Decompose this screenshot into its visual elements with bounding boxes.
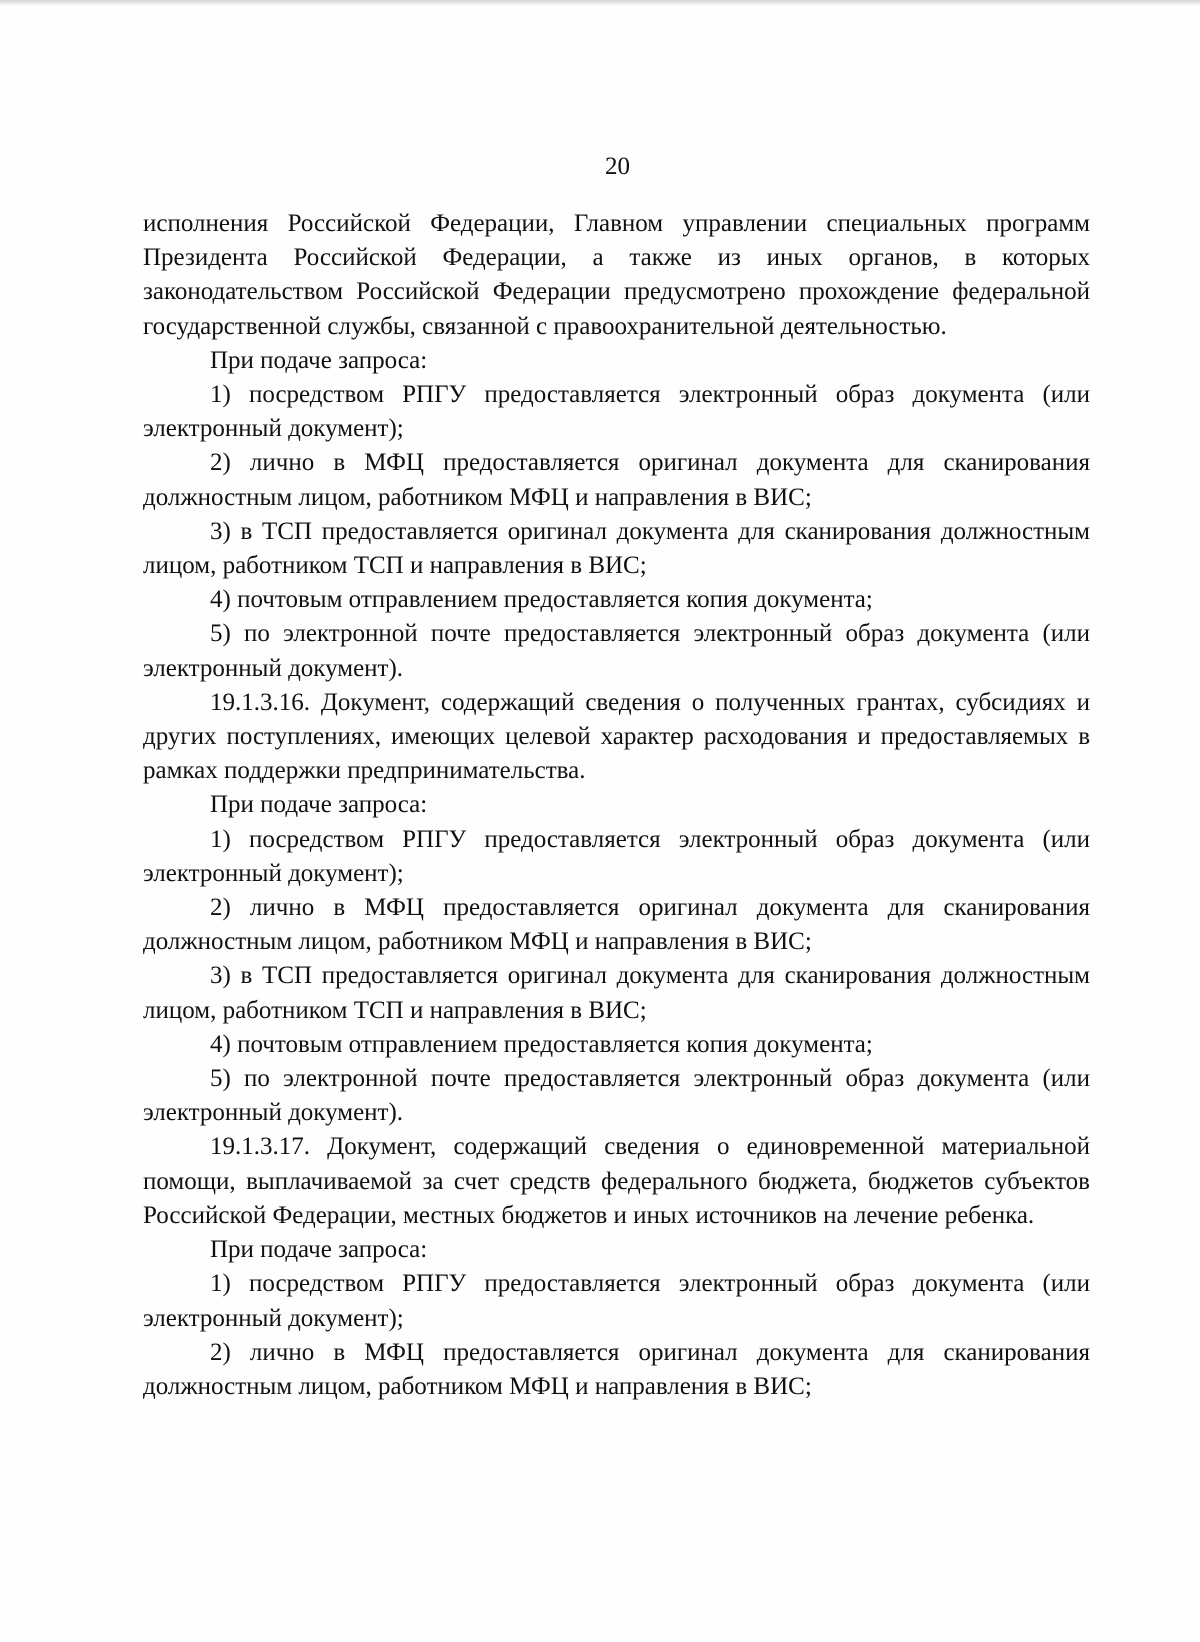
paragraph: 2) лично в МФЦ предоставляется оригинал документа для сканирования должностным лицом, работником МФЦ и направления в ВИС; [143,894,1090,956]
paragraph: При подаче запроса: [210,346,428,374]
paragraph: 4) почтовым отправлением предоставляется копия документа; [210,1030,873,1058]
paragraph: 4) почтовым отправлением предоставляется копия документа; [210,586,873,614]
paragraph: 2) лично в МФЦ предоставляется оригинал документа для сканирования должностным лицом, работником МФЦ и направления в ВИС; [143,1338,1090,1400]
document-body [143,207,1090,1404]
paragraph: 2) лично в МФЦ предоставляется оригинал документа для сканирования должностным лицом, работником МФЦ и направления в ВИС; [143,449,1090,511]
paragraph: 1) посредством РПГУ предоставляется электронный образ документа (или электронный документ); [143,1270,1090,1332]
scan-edge-shadow [0,0,1200,6]
paragraph: 5) по электронной почте предоставляется электронный образ документа (или электронный документ). [143,1065,1090,1127]
paragraph: 19.1.3.16. Документ, содержащий сведения о полученных грантах, субсидиях и других поступлениях, имеющих целевой характер расходования и предоставляемых в рамках поддержки предпринимательства. [143,688,1090,785]
paragraph: 3) в ТСП предоставляется оригинал документа для сканирования должностным лицом, работником ТСП и направления в ВИС; [143,517,1090,580]
paragraph: 19.1.3.17. Документ, содержащий сведения о единовременной материальной помощи, выплачиваемой за счет средств федерального бюджета, бюджетов субъектов Российской Федерации, местных бюджетов и иных источников на лечение ребенка. [143,1133,1090,1229]
paragraph: При подаче запроса: [210,1236,428,1264]
paragraph: При подаче запроса: [210,791,428,819]
paragraph: 1) посредством РПГУ предоставляется электронный образ документа (или электронный документ); [143,825,1090,887]
paragraph: 5) по электронной почте предоставляется электронный образ документа (или электронный документ). [143,620,1090,682]
paragraph: 3) в ТСП предоставляется оригинал документа для сканирования должностным лицом, работником ТСП и направления в ВИС; [143,962,1090,1024]
paragraph: исполнения Российской Федерации, Главном управлении специальных программ Президента Российской Федерации, а также из иных органов, в которых законодательством Российской Федерации предусмотрено прохождение федеральной государственной службы, связанной с правоохранительной деятельностью. [143,210,1090,340]
page-number: 20 [605,153,630,180]
paragraph: 1) посредством РПГУ предоставляется электронный образ документа (или электронный документ); [143,381,1090,443]
